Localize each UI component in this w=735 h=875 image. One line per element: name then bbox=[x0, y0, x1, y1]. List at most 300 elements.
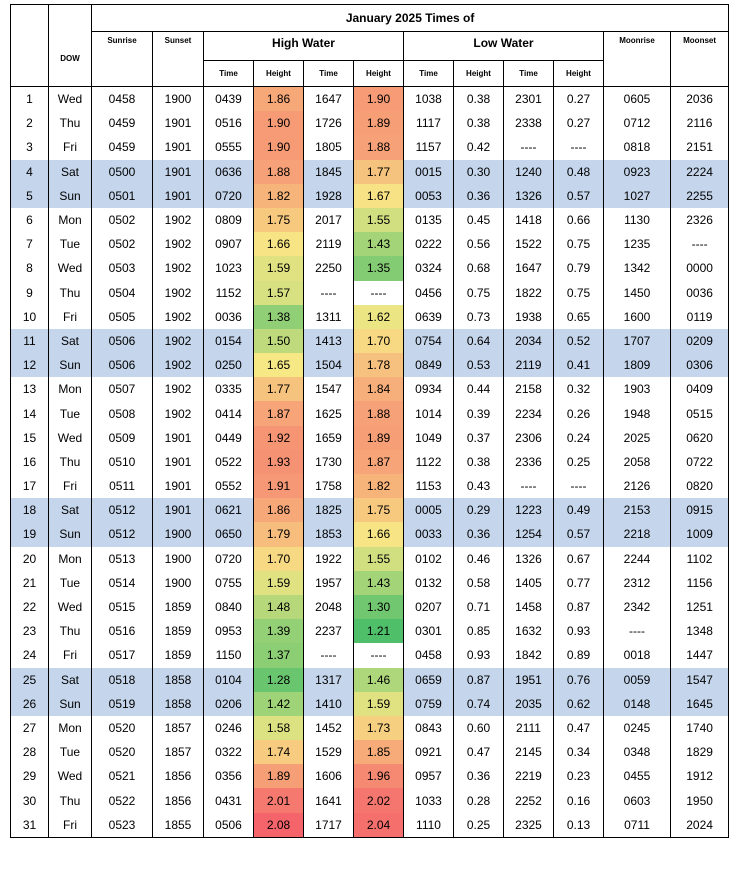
sunset-cell: 1901 bbox=[153, 450, 204, 474]
lw2-time-cell: 1458 bbox=[504, 595, 554, 619]
hw1-height-cell: 1.82 bbox=[254, 184, 304, 208]
moonrise-cell: ---- bbox=[604, 619, 671, 643]
moonset-cell: 1348 bbox=[671, 619, 729, 643]
sunrise-cell: 0516 bbox=[92, 619, 153, 643]
lw1-height-cell: 0.64 bbox=[454, 329, 504, 353]
lw1-time-cell: 0005 bbox=[404, 498, 454, 522]
lw2-height-cell: 0.34 bbox=[554, 740, 604, 764]
moonset-header: Moonset bbox=[671, 32, 729, 87]
dow-cell: Sat bbox=[49, 160, 92, 184]
sunrise-cell: 0520 bbox=[92, 716, 153, 740]
lw1-time-cell: 1049 bbox=[404, 426, 454, 450]
hw2-height-cell: 1.70 bbox=[354, 329, 404, 353]
moonrise-cell: 1707 bbox=[604, 329, 671, 353]
day-cell: 19 bbox=[11, 522, 49, 546]
day-cell: 28 bbox=[11, 740, 49, 764]
hw2-time-cell: 2237 bbox=[304, 619, 354, 643]
day-cell: 10 bbox=[11, 305, 49, 329]
lw2-time-header: Time bbox=[504, 61, 554, 87]
sunrise-cell: 0506 bbox=[92, 353, 153, 377]
lw2-height-cell: 0.77 bbox=[554, 571, 604, 595]
hw1-height-cell: 1.90 bbox=[254, 135, 304, 159]
hw2-time-cell: 1726 bbox=[304, 111, 354, 135]
lw2-time-cell: 1822 bbox=[504, 281, 554, 305]
hw2-time-cell: 1853 bbox=[304, 522, 354, 546]
sunrise-header: Sunrise bbox=[92, 32, 153, 87]
hw1-height-cell: 1.50 bbox=[254, 329, 304, 353]
table-row bbox=[11, 692, 729, 716]
lw2-height-cell: ---- bbox=[554, 135, 604, 159]
hw1-height-cell: 1.88 bbox=[254, 160, 304, 184]
moonrise-cell: 0245 bbox=[604, 716, 671, 740]
dow-cell: Tue bbox=[49, 232, 92, 256]
hw2-height-cell: 1.88 bbox=[354, 135, 404, 159]
dow-cell: Thu bbox=[49, 450, 92, 474]
hw1-time-cell: 0506 bbox=[204, 813, 254, 838]
moonset-cell: 1829 bbox=[671, 740, 729, 764]
dow-cell: Mon bbox=[49, 547, 92, 571]
hw2-height-cell: 2.02 bbox=[354, 788, 404, 812]
lw2-time-cell: 1254 bbox=[504, 522, 554, 546]
moonrise-cell: 1600 bbox=[604, 305, 671, 329]
lw1-height-cell: 0.44 bbox=[454, 377, 504, 401]
moonrise-cell: 2025 bbox=[604, 426, 671, 450]
lw2-height-header: Height bbox=[554, 61, 604, 87]
lw2-height-cell: 0.27 bbox=[554, 87, 604, 112]
dow-cell: Tue bbox=[49, 571, 92, 595]
dow-cell: Tue bbox=[49, 401, 92, 425]
lw1-height-cell: 0.25 bbox=[454, 813, 504, 838]
lw2-height-cell: 0.13 bbox=[554, 813, 604, 838]
day-cell: 1 bbox=[11, 87, 49, 112]
day-cell: 9 bbox=[11, 281, 49, 305]
day-cell: 21 bbox=[11, 571, 49, 595]
moonset-cell: 1645 bbox=[671, 692, 729, 716]
day-cell: 29 bbox=[11, 764, 49, 788]
lw1-time-cell: 0843 bbox=[404, 716, 454, 740]
lw2-time-cell: 1240 bbox=[504, 160, 554, 184]
moonset-cell: ---- bbox=[671, 232, 729, 256]
hw1-height-cell: 1.75 bbox=[254, 208, 304, 232]
lw2-time-cell: 2145 bbox=[504, 740, 554, 764]
hw2-time-cell: 2017 bbox=[304, 208, 354, 232]
hw1-time-cell: 0250 bbox=[204, 353, 254, 377]
lw1-time-cell: 0456 bbox=[404, 281, 454, 305]
lw1-height-cell: 0.43 bbox=[454, 474, 504, 498]
lw2-time-cell: 1951 bbox=[504, 668, 554, 692]
table-row bbox=[11, 522, 729, 546]
moonrise-cell: 0923 bbox=[604, 160, 671, 184]
table-row bbox=[11, 668, 729, 692]
dow-cell: Sun bbox=[49, 353, 92, 377]
lw2-time-cell: 2234 bbox=[504, 401, 554, 425]
lw1-height-cell: 0.73 bbox=[454, 305, 504, 329]
sunset-cell: 1858 bbox=[153, 668, 204, 692]
table-row bbox=[11, 377, 729, 401]
day-cell: 5 bbox=[11, 184, 49, 208]
lw1-time-cell: 1033 bbox=[404, 788, 454, 812]
hw1-height-cell: 1.58 bbox=[254, 716, 304, 740]
moonset-cell: 1009 bbox=[671, 522, 729, 546]
hw1-time-cell: 0439 bbox=[204, 87, 254, 112]
hw1-height-cell: 1.28 bbox=[254, 668, 304, 692]
lw2-height-cell: 0.26 bbox=[554, 401, 604, 425]
lw1-time-cell: 0458 bbox=[404, 643, 454, 667]
dow-cell: Wed bbox=[49, 256, 92, 280]
sunrise-cell: 0519 bbox=[92, 692, 153, 716]
hw2-height-cell: 1.62 bbox=[354, 305, 404, 329]
lw2-height-cell: 0.62 bbox=[554, 692, 604, 716]
dow-cell: Fri bbox=[49, 135, 92, 159]
sunset-cell: 1901 bbox=[153, 111, 204, 135]
table-row bbox=[11, 184, 729, 208]
lw2-height-cell: 0.79 bbox=[554, 256, 604, 280]
hw1-time-cell: 0621 bbox=[204, 498, 254, 522]
lw1-time-cell: 0132 bbox=[404, 571, 454, 595]
sunset-cell: 1859 bbox=[153, 595, 204, 619]
lw1-time-cell: 0301 bbox=[404, 619, 454, 643]
moonset-cell: 0915 bbox=[671, 498, 729, 522]
lw2-time-cell: 2338 bbox=[504, 111, 554, 135]
day-cell: 26 bbox=[11, 692, 49, 716]
dow-cell: Mon bbox=[49, 716, 92, 740]
moonrise-cell: 2126 bbox=[604, 474, 671, 498]
sunrise-cell: 0512 bbox=[92, 522, 153, 546]
moonset-cell: 0000 bbox=[671, 256, 729, 280]
lw1-height-cell: 0.36 bbox=[454, 522, 504, 546]
table-row bbox=[11, 474, 729, 498]
lw1-time-cell: 0921 bbox=[404, 740, 454, 764]
day-cell: 15 bbox=[11, 426, 49, 450]
hw1-time-cell: 0720 bbox=[204, 547, 254, 571]
moonrise-cell: 1809 bbox=[604, 353, 671, 377]
lw1-time-cell: 1122 bbox=[404, 450, 454, 474]
hw2-time-cell: 1317 bbox=[304, 668, 354, 692]
day-cell: 7 bbox=[11, 232, 49, 256]
lw1-time-cell: 1153 bbox=[404, 474, 454, 498]
moonrise-cell: 0018 bbox=[604, 643, 671, 667]
dow-cell: Fri bbox=[49, 305, 92, 329]
sunrise-cell: 0512 bbox=[92, 498, 153, 522]
dow-cell: Mon bbox=[49, 377, 92, 401]
lw1-height-cell: 0.53 bbox=[454, 353, 504, 377]
lw1-height-cell: 0.58 bbox=[454, 571, 504, 595]
hw1-time-cell: 0907 bbox=[204, 232, 254, 256]
lw1-height-cell: 0.71 bbox=[454, 595, 504, 619]
moonset-cell: 0209 bbox=[671, 329, 729, 353]
sunset-cell: 1901 bbox=[153, 426, 204, 450]
hw2-time-cell: 1625 bbox=[304, 401, 354, 425]
table-row bbox=[11, 329, 729, 353]
lw1-height-cell: 0.38 bbox=[454, 111, 504, 135]
day-cell: 16 bbox=[11, 450, 49, 474]
lw1-height-cell: 0.39 bbox=[454, 401, 504, 425]
dow-cell: Fri bbox=[49, 643, 92, 667]
day-cell: 17 bbox=[11, 474, 49, 498]
hw1-height-cell: 1.92 bbox=[254, 426, 304, 450]
hw2-time-header: Time bbox=[304, 61, 354, 87]
table-title: January 2025 Times of bbox=[92, 5, 729, 32]
day-cell: 22 bbox=[11, 595, 49, 619]
hw2-time-cell: 1452 bbox=[304, 716, 354, 740]
hw2-height-header: Height bbox=[354, 61, 404, 87]
lw1-time-cell: 0934 bbox=[404, 377, 454, 401]
hw2-time-cell: 1758 bbox=[304, 474, 354, 498]
table-row bbox=[11, 498, 729, 522]
lw2-time-cell: 2219 bbox=[504, 764, 554, 788]
lw2-time-cell: 1522 bbox=[504, 232, 554, 256]
lw2-time-cell: 2158 bbox=[504, 377, 554, 401]
lw2-height-cell: 0.93 bbox=[554, 619, 604, 643]
dow-cell: Sat bbox=[49, 668, 92, 692]
hw2-height-cell: 1.96 bbox=[354, 764, 404, 788]
moonset-cell: 0722 bbox=[671, 450, 729, 474]
lw2-height-cell: 0.16 bbox=[554, 788, 604, 812]
moonset-cell: 2224 bbox=[671, 160, 729, 184]
lw2-height-cell: 0.66 bbox=[554, 208, 604, 232]
sunset-cell: 1901 bbox=[153, 160, 204, 184]
lw1-height-cell: 0.28 bbox=[454, 788, 504, 812]
lw1-height-cell: 0.46 bbox=[454, 547, 504, 571]
hw1-height-cell: 1.42 bbox=[254, 692, 304, 716]
lw2-time-cell: 2336 bbox=[504, 450, 554, 474]
hw2-height-cell: 1.77 bbox=[354, 160, 404, 184]
hw2-time-cell: ---- bbox=[304, 643, 354, 667]
hw2-height-cell: 1.89 bbox=[354, 111, 404, 135]
tide-table-body bbox=[11, 87, 729, 838]
moonrise-cell: 0455 bbox=[604, 764, 671, 788]
lw2-time-cell: ---- bbox=[504, 135, 554, 159]
lw1-height-cell: 0.29 bbox=[454, 498, 504, 522]
sunset-cell: 1857 bbox=[153, 740, 204, 764]
hw1-height-cell: 1.90 bbox=[254, 111, 304, 135]
dow-cell: Thu bbox=[49, 111, 92, 135]
day-cell: 2 bbox=[11, 111, 49, 135]
moonrise-cell: 1027 bbox=[604, 184, 671, 208]
moonrise-cell: 0711 bbox=[604, 813, 671, 838]
dow-header: DOW bbox=[49, 32, 92, 87]
sunset-cell: 1902 bbox=[153, 281, 204, 305]
sunrise-cell: 0502 bbox=[92, 232, 153, 256]
moonrise-cell: 0059 bbox=[604, 668, 671, 692]
moonset-cell: 1102 bbox=[671, 547, 729, 571]
lw1-height-cell: 0.47 bbox=[454, 740, 504, 764]
hw2-time-cell: 1311 bbox=[304, 305, 354, 329]
lw2-time-cell: 2301 bbox=[504, 87, 554, 112]
hw1-time-cell: 0104 bbox=[204, 668, 254, 692]
hw2-time-cell: 1410 bbox=[304, 692, 354, 716]
sunset-cell: 1858 bbox=[153, 692, 204, 716]
hw2-height-cell: 1.73 bbox=[354, 716, 404, 740]
hw1-height-cell: 1.59 bbox=[254, 571, 304, 595]
hw1-time-cell: 0755 bbox=[204, 571, 254, 595]
sunset-cell: 1900 bbox=[153, 522, 204, 546]
hw2-time-cell: 2048 bbox=[304, 595, 354, 619]
hw1-height-cell: 1.37 bbox=[254, 643, 304, 667]
hw1-height-cell: 1.87 bbox=[254, 401, 304, 425]
hw1-height-cell: 1.65 bbox=[254, 353, 304, 377]
dow-cell: Wed bbox=[49, 595, 92, 619]
moonset-cell: 0306 bbox=[671, 353, 729, 377]
dow-cell: Sat bbox=[49, 329, 92, 353]
hw2-height-cell: 1.43 bbox=[354, 571, 404, 595]
hw1-height-cell: 1.86 bbox=[254, 87, 304, 112]
hw1-time-cell: 0246 bbox=[204, 716, 254, 740]
sunrise-cell: 0517 bbox=[92, 643, 153, 667]
moonrise-cell: 1450 bbox=[604, 281, 671, 305]
moonset-cell: 1547 bbox=[671, 668, 729, 692]
table-row bbox=[11, 571, 729, 595]
day-cell: 30 bbox=[11, 788, 49, 812]
dow-cell: Tue bbox=[49, 740, 92, 764]
hw2-time-cell: 2250 bbox=[304, 256, 354, 280]
lw2-height-cell: 0.89 bbox=[554, 643, 604, 667]
hw2-height-cell: 1.89 bbox=[354, 426, 404, 450]
lw1-height-cell: 0.38 bbox=[454, 450, 504, 474]
lw1-time-cell: 0849 bbox=[404, 353, 454, 377]
lw2-time-cell: 1405 bbox=[504, 571, 554, 595]
moonrise-cell: 2218 bbox=[604, 522, 671, 546]
moonset-cell: 1740 bbox=[671, 716, 729, 740]
sunrise-cell: 0509 bbox=[92, 426, 153, 450]
hw1-height-cell: 1.59 bbox=[254, 256, 304, 280]
hw2-time-cell: 1922 bbox=[304, 547, 354, 571]
lw1-time-cell: 0135 bbox=[404, 208, 454, 232]
hw2-height-cell: 1.88 bbox=[354, 401, 404, 425]
lw2-time-cell: 2119 bbox=[504, 353, 554, 377]
table-row bbox=[11, 208, 729, 232]
dow-cell: Sat bbox=[49, 498, 92, 522]
lw2-height-cell: 0.75 bbox=[554, 281, 604, 305]
sunrise-cell: 0513 bbox=[92, 547, 153, 571]
hw2-height-cell: 1.35 bbox=[354, 256, 404, 280]
sunrise-cell: 0500 bbox=[92, 160, 153, 184]
lw2-time-cell: 1632 bbox=[504, 619, 554, 643]
dow-cell: Fri bbox=[49, 813, 92, 838]
sunrise-cell: 0510 bbox=[92, 450, 153, 474]
moonrise-cell: 2342 bbox=[604, 595, 671, 619]
moonset-cell: 2255 bbox=[671, 184, 729, 208]
hw2-time-cell: 1825 bbox=[304, 498, 354, 522]
sunrise-cell: 0520 bbox=[92, 740, 153, 764]
sunrise-cell: 0459 bbox=[92, 135, 153, 159]
moonrise-cell: 1948 bbox=[604, 401, 671, 425]
day-cell: 24 bbox=[11, 643, 49, 667]
hw1-height-cell: 1.39 bbox=[254, 619, 304, 643]
moonrise-cell: 0712 bbox=[604, 111, 671, 135]
lw1-time-cell: 0759 bbox=[404, 692, 454, 716]
dow-cell: Thu bbox=[49, 281, 92, 305]
lw2-height-cell: 0.47 bbox=[554, 716, 604, 740]
table-row bbox=[11, 135, 729, 159]
moonrise-cell: 0348 bbox=[604, 740, 671, 764]
hw1-time-cell: 0650 bbox=[204, 522, 254, 546]
lw2-height-cell: 0.23 bbox=[554, 764, 604, 788]
lw2-time-cell: 1647 bbox=[504, 256, 554, 280]
moonset-cell: 0119 bbox=[671, 305, 729, 329]
hw1-time-cell: 1023 bbox=[204, 256, 254, 280]
sunrise-cell: 0514 bbox=[92, 571, 153, 595]
moonset-cell: 0515 bbox=[671, 401, 729, 425]
moonrise-cell: 2244 bbox=[604, 547, 671, 571]
lw1-height-cell: 0.74 bbox=[454, 692, 504, 716]
moonset-cell: 0409 bbox=[671, 377, 729, 401]
lw2-height-cell: ---- bbox=[554, 474, 604, 498]
lw1-time-cell: 0957 bbox=[404, 764, 454, 788]
sunset-cell: 1902 bbox=[153, 377, 204, 401]
hw2-height-cell: 1.21 bbox=[354, 619, 404, 643]
table-row bbox=[11, 353, 729, 377]
table-row bbox=[11, 716, 729, 740]
hw2-height-cell: 1.67 bbox=[354, 184, 404, 208]
sunrise-cell: 0515 bbox=[92, 595, 153, 619]
day-cell: 20 bbox=[11, 547, 49, 571]
lw2-height-cell: 0.49 bbox=[554, 498, 604, 522]
hw1-time-cell: 0953 bbox=[204, 619, 254, 643]
moonset-cell: 2036 bbox=[671, 87, 729, 112]
lw1-time-cell: 0639 bbox=[404, 305, 454, 329]
hw1-time-cell: 0636 bbox=[204, 160, 254, 184]
lw2-height-cell: 0.76 bbox=[554, 668, 604, 692]
moonrise-cell: 0603 bbox=[604, 788, 671, 812]
dow-cell: Mon bbox=[49, 208, 92, 232]
hw1-height-cell: 1.74 bbox=[254, 740, 304, 764]
dow-cell: Thu bbox=[49, 788, 92, 812]
lw1-height-cell: 0.36 bbox=[454, 184, 504, 208]
hw1-time-cell: 0552 bbox=[204, 474, 254, 498]
sunrise-cell: 0507 bbox=[92, 377, 153, 401]
lw1-time-cell: 1157 bbox=[404, 135, 454, 159]
hw1-height-cell: 1.89 bbox=[254, 764, 304, 788]
hw1-height-cell: 2.01 bbox=[254, 788, 304, 812]
dow-cell: Wed bbox=[49, 426, 92, 450]
hw2-time-cell: ---- bbox=[304, 281, 354, 305]
hw2-time-cell: 2119 bbox=[304, 232, 354, 256]
sunset-cell: 1900 bbox=[153, 87, 204, 112]
lw2-time-cell: 2111 bbox=[504, 716, 554, 740]
lw1-height-header: Height bbox=[454, 61, 504, 87]
lw2-time-cell: 2325 bbox=[504, 813, 554, 838]
moonrise-cell: 2058 bbox=[604, 450, 671, 474]
moonrise-cell: 1903 bbox=[604, 377, 671, 401]
table-row bbox=[11, 160, 729, 184]
tide-table bbox=[10, 4, 729, 838]
table-row bbox=[11, 595, 729, 619]
hw1-height-cell: 1.70 bbox=[254, 547, 304, 571]
lw1-time-cell: 0659 bbox=[404, 668, 454, 692]
hw1-height-cell: 1.86 bbox=[254, 498, 304, 522]
moonset-cell: 2151 bbox=[671, 135, 729, 159]
moonset-cell: 2326 bbox=[671, 208, 729, 232]
lw2-time-cell: 1326 bbox=[504, 184, 554, 208]
lw1-height-cell: 0.42 bbox=[454, 135, 504, 159]
moonset-cell: 1156 bbox=[671, 571, 729, 595]
hw1-time-cell: 0522 bbox=[204, 450, 254, 474]
sunset-cell: 1901 bbox=[153, 135, 204, 159]
table-row bbox=[11, 740, 729, 764]
hw2-height-cell: 1.30 bbox=[354, 595, 404, 619]
hw2-height-cell: 1.55 bbox=[354, 208, 404, 232]
hw1-time-cell: 0154 bbox=[204, 329, 254, 353]
table-row bbox=[11, 813, 729, 838]
hw2-height-cell: 1.66 bbox=[354, 522, 404, 546]
moonrise-cell: 2312 bbox=[604, 571, 671, 595]
dow-header-top bbox=[49, 5, 92, 32]
hw1-height-cell: 1.91 bbox=[254, 474, 304, 498]
table-row bbox=[11, 764, 729, 788]
sunset-cell: 1902 bbox=[153, 232, 204, 256]
day-cell: 25 bbox=[11, 668, 49, 692]
